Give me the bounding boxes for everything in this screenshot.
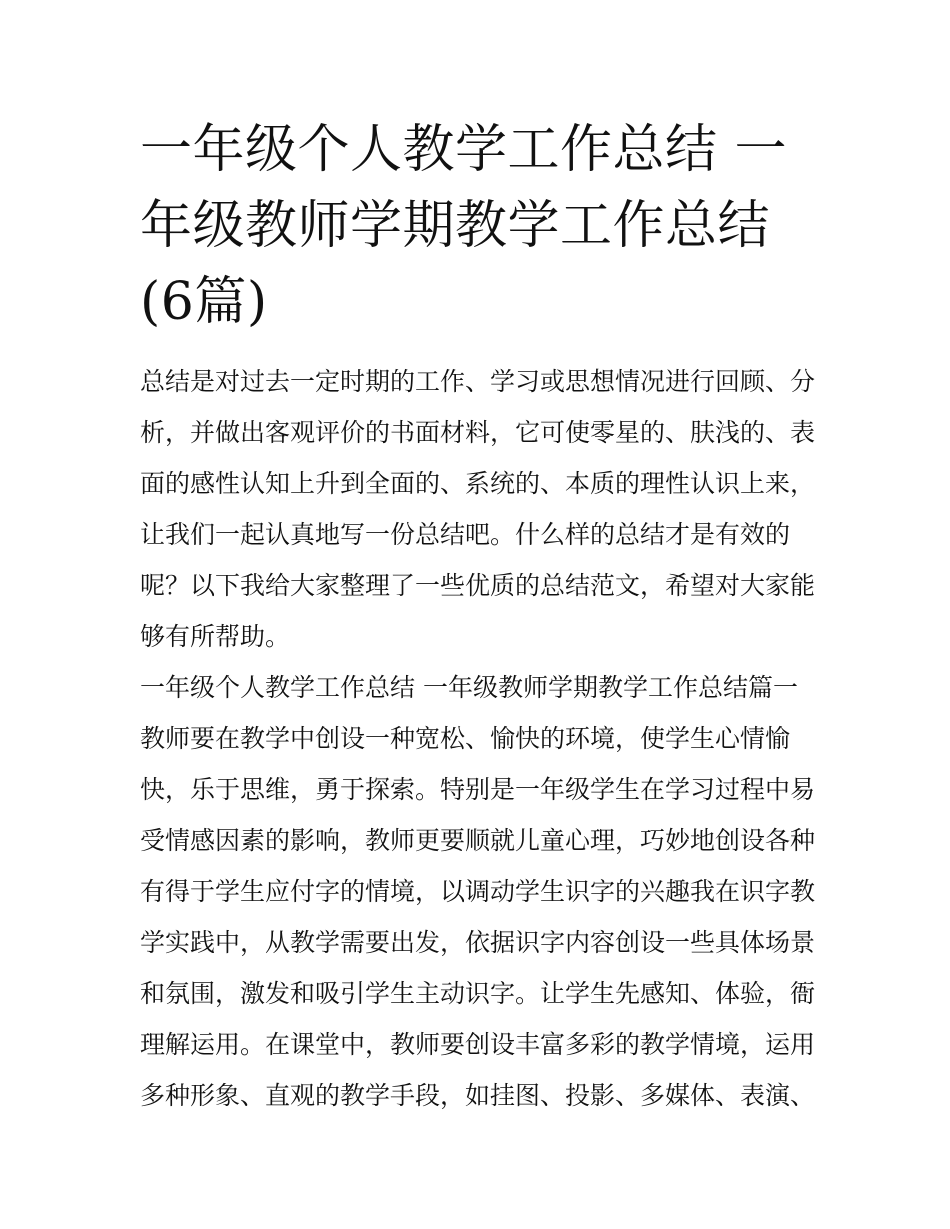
- section-heading: 一年级个人教学工作总结 一年级教师学期教学工作总结篇一: [140, 673, 798, 702]
- intro-paragraph: 总结是对过去一定时期的工作、学习或思想情况进行回顾、分析，并做出客观评价的书面材料，它可使零星的、肤浅的、表面的感性认知上升到全面的、系统的、本质的理性认识上来，让我们一起认真地写一份总结吧。什么样的总结才是有效的呢？以下我给大家整理了一些优质的总结范文，希望对大家能够有所帮助。: [140, 367, 816, 651]
- document-body: [140, 356, 820, 1121]
- section-paragraph: 教师要在教学中创设一种宽松、愉快的环境，使学生心情愉快，乐于思维，勇于探索。特别是一年级学生在学习过程中易受情感因素的影响，教师更要顺就儿童心理，巧妙地创设各种有得于学生应付字的情境，以调动学生识字的兴趣我在识字教学实践中，从教学需要出发，依据识字内容创设一些具体场景和氛围，激发和吸引学生主动识字。让学生先感知、体验，衙理解运用。在课堂中，教师要创设丰富多彩的教学情境，运用多种形象、直观的教学手段，如挂图、投影、多媒体、表演、: [140, 724, 816, 1110]
- document-title: 一年级个人教学工作总结 一年级教师学期教学工作总结(6篇): [140, 120, 788, 332]
